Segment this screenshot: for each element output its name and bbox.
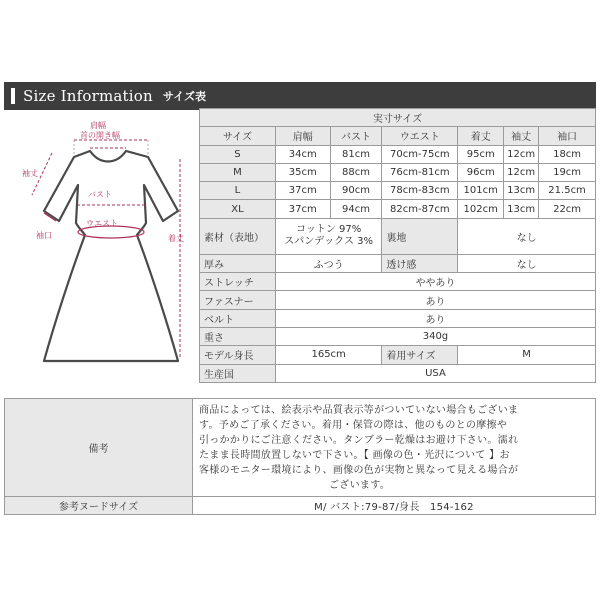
sheer-value: なし — [458, 254, 596, 272]
fastener-value: あり — [275, 291, 595, 309]
column-header: ウエスト — [382, 127, 458, 145]
remarks-line: ございます。 — [329, 479, 390, 491]
model-height-value: 165cm — [275, 346, 382, 364]
size-table-caption: 実寸サイズ — [200, 109, 596, 127]
size-table — [199, 108, 596, 383]
table-row — [200, 200, 596, 218]
column-header: バスト — [330, 127, 382, 145]
table-cell: 37cm — [275, 182, 330, 200]
table-cell: 96cm — [458, 163, 504, 181]
remarks-row — [5, 399, 596, 497]
stretch-label: ストレッチ — [200, 273, 276, 291]
table-cell: 102cm — [458, 200, 504, 218]
column-header: 袖丈 — [504, 127, 539, 145]
table-cell: 90cm — [330, 182, 382, 200]
material-value-line: スパンデックス 3% — [284, 236, 374, 248]
section-header — [4, 82, 596, 110]
remarks-line: す。予めご了承ください。着用・保管の際は、他のものとの摩擦や — [199, 419, 508, 431]
table-cell: 18cm — [539, 145, 596, 163]
table-cell: 95cm — [458, 145, 504, 163]
dress-diagram — [8, 115, 198, 365]
column-header: 着丈 — [458, 127, 504, 145]
nude-size-row — [5, 497, 596, 515]
table-cell: 12cm — [504, 145, 539, 163]
header-title-ja: サイズ表 — [162, 90, 206, 103]
label-sleeve-length: 袖丈 — [22, 169, 38, 178]
nude-size-label: 参考ヌードサイズ — [5, 497, 193, 515]
remarks-label: 備考 — [5, 399, 193, 497]
material-value-line: コットン 97% — [296, 223, 362, 235]
belt-label: ベルト — [200, 309, 276, 327]
table-cell: 76cm-81cm — [382, 163, 458, 181]
table-cell: 35cm — [275, 163, 330, 181]
size-cell: M — [200, 163, 276, 181]
weight-value: 340g — [275, 327, 595, 345]
label-waist: ウエスト — [86, 219, 118, 228]
nude-size-value: M/ バスト:79-87/身長 154-162 — [193, 497, 596, 515]
thickness-row — [200, 254, 596, 272]
table-cell: 13cm — [504, 182, 539, 200]
label-cuff: 袖口 — [36, 231, 52, 240]
remarks-line: 客様のモニター環境により、画像の色が実物と異なって見える場合が — [199, 464, 519, 476]
label-neck: 首の開き幅 — [80, 131, 120, 140]
column-header: 肩幅 — [275, 127, 330, 145]
size-cell: S — [200, 145, 276, 163]
size-cell: XL — [200, 200, 276, 218]
notes-table — [4, 398, 596, 515]
table-cell: 19cm — [539, 163, 596, 181]
table-cell: 94cm — [330, 200, 382, 218]
table-cell: 12cm — [504, 163, 539, 181]
label-length: 着丈 — [168, 234, 184, 243]
model-height-label: モデル身長 — [200, 346, 276, 364]
fastener-row — [200, 291, 596, 309]
size-cell: L — [200, 182, 276, 200]
column-header: サイズ — [200, 127, 276, 145]
table-cell: 37cm — [275, 200, 330, 218]
weight-row — [200, 327, 596, 345]
thickness-value: ふつう — [275, 254, 382, 272]
remarks-text — [193, 399, 596, 497]
origin-label: 生産国 — [200, 364, 276, 382]
origin-value: USA — [275, 364, 595, 382]
remarks-line: 商品によっては、絵表示や品質表示等がついていない場合もございま — [199, 404, 519, 416]
table-cell: 88cm — [330, 163, 382, 181]
belt-value: あり — [275, 309, 595, 327]
header-bar-icon — [11, 88, 15, 104]
table-cell: 13cm — [504, 200, 539, 218]
sheer-label: 透け感 — [382, 254, 458, 272]
size-table-header-row — [200, 127, 596, 145]
stretch-value: ややあり — [275, 273, 595, 291]
remarks-line: 引っかかりにご注意ください。タンブラー乾燥はお避け下さい。濡れ — [199, 434, 519, 446]
model-size-value: M — [458, 346, 596, 364]
belt-row — [200, 309, 596, 327]
origin-row — [200, 364, 596, 382]
table-row — [200, 163, 596, 181]
material-label: 素材（表地） — [200, 218, 276, 254]
model-size-label: 着用サイズ — [382, 346, 458, 364]
table-cell: 21.5cm — [539, 182, 596, 200]
lining-label: 裏地 — [382, 218, 458, 254]
thickness-label: 厚み — [200, 254, 276, 272]
table-row — [200, 182, 596, 200]
material-row — [200, 218, 596, 254]
table-cell: 82cm-87cm — [382, 200, 458, 218]
material-value — [275, 218, 382, 254]
table-cell: 81cm — [330, 145, 382, 163]
column-header: 袖口 — [539, 127, 596, 145]
model-row — [200, 346, 596, 364]
stretch-row — [200, 273, 596, 291]
table-cell: 70cm-75cm — [382, 145, 458, 163]
table-cell: 22cm — [539, 200, 596, 218]
table-cell: 78cm-83cm — [382, 182, 458, 200]
fastener-label: ファスナー — [200, 291, 276, 309]
size-table-caption-row — [200, 109, 596, 127]
remarks-line: たまま長時間放置しないで下さい。【 画像の色・光沢について 】お — [199, 449, 510, 461]
label-shoulder: 肩幅 — [90, 121, 106, 130]
weight-label: 重さ — [200, 327, 276, 345]
table-row — [200, 145, 596, 163]
table-cell: 101cm — [458, 182, 504, 200]
label-bust: バスト — [88, 190, 112, 199]
lining-value: なし — [458, 218, 596, 254]
table-cell: 34cm — [275, 145, 330, 163]
header-title-en: Size Information — [23, 87, 153, 105]
